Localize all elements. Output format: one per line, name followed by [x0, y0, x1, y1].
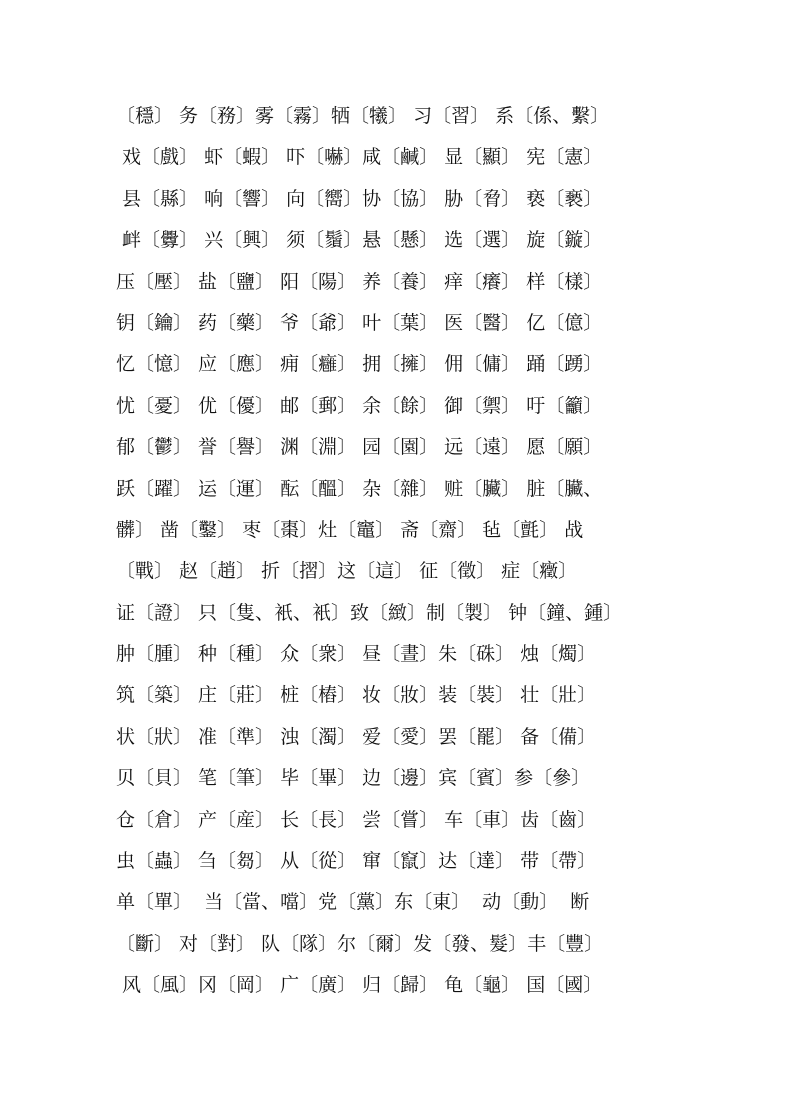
character-list [116, 96, 686, 1007]
text-line: 筑〔築〕 庄〔莊〕 桩〔樁〕 妆〔妝〕装〔裝〕 壮〔壯〕 [116, 684, 597, 707]
text-line: 贝〔貝〕 笔〔筆〕 毕〔畢〕 边〔邊〕宾〔賓〕参〔參〕 [116, 767, 591, 790]
text-line: 仓〔倉〕 产〔産〕 长〔長〕 尝〔嘗〕 车〔車〕齿〔齒〕 [116, 808, 597, 831]
text-line: 〔戰〕 赵〔趙〕 折〔摺〕这〔這〕 征〔徵〕 症〔癥〕 [116, 560, 578, 583]
text-line: 虫〔蟲〕 刍〔芻〕 从〔從〕 窜〔竄〕达〔達〕 带〔帶〕 [116, 850, 597, 873]
text-line: 单〔單〕 当〔當、噹〕党〔黨〕东〔東〕 动〔動〕 断 [116, 891, 590, 914]
text-line: 髒〕 凿〔鑿〕 枣〔棗〕灶〔竈〕 斋〔齋〕 毡〔氈〕 战 [116, 518, 584, 541]
text-line: 钥〔鑰〕 药〔藥〕 爷〔爺〕 叶〔葉〕 医〔醫〕 亿〔億〕 [116, 311, 603, 334]
text-line: 戏〔戲〕 虾〔蝦〕 吓〔嚇〕咸〔鹹〕 显〔顯〕 宪〔憲〕 [116, 146, 603, 169]
text-line: 县〔縣〕 响〔響〕 向〔嚮〕协〔協〕 胁〔脅〕 亵〔褻〕 [116, 187, 603, 210]
text-line: 压〔壓〕 盐〔鹽〕 阳〔陽〕 养〔養〕 痒〔癢〕 样〔樣〕 [116, 270, 603, 293]
text-line: 衅〔釁〕 兴〔興〕 须〔鬚〕悬〔懸〕 选〔選〕 旋〔鏇〕 [116, 229, 603, 252]
text-line: 忆〔憶〕 应〔應〕 痈〔癰〕 拥〔擁〕 佣〔傭〕 踊〔踴〕 [116, 353, 603, 376]
text-line: 郁〔鬱〕 誉〔譽〕 渊〔淵〕 园〔園〕 远〔遠〕 愿〔願〕 [116, 436, 603, 459]
text-line: 跃〔躍〕 运〔運〕 酝〔醞〕 杂〔雜〕 赃〔臟〕 脏〔臟、 [116, 477, 603, 500]
text-line: 〔穩〕 务〔務〕雾〔霧〕牺〔犧〕 习〔習〕 系〔係、繫〕 [116, 105, 610, 127]
text-line: 〔斷〕 对〔對〕 队〔隊〕尔〔爾〕发〔發、髮〕丰〔豐〕 [116, 932, 604, 955]
text-line: 忧〔憂〕 优〔優〕 邮〔郵〕 余〔餘〕 御〔禦〕 吁〔籲〕 [116, 394, 603, 417]
text-line: 风〔風〕冈〔岡〕 广〔廣〕 归〔歸〕 龟〔龜〕 国〔國〕 [116, 974, 603, 997]
text-line: 状〔狀〕 准〔準〕 浊〔濁〕 爱〔愛〕罢〔罷〕 备〔備〕 [116, 725, 597, 748]
text-line: 证〔證〕 只〔隻、衹、衹〕致〔緻〕制〔製〕 钟〔鐘、鍾〕 [116, 601, 623, 624]
text-line: 肿〔腫〕 种〔種〕 众〔衆〕 昼〔晝〕朱〔硃〕 烛〔燭〕 [116, 643, 597, 666]
